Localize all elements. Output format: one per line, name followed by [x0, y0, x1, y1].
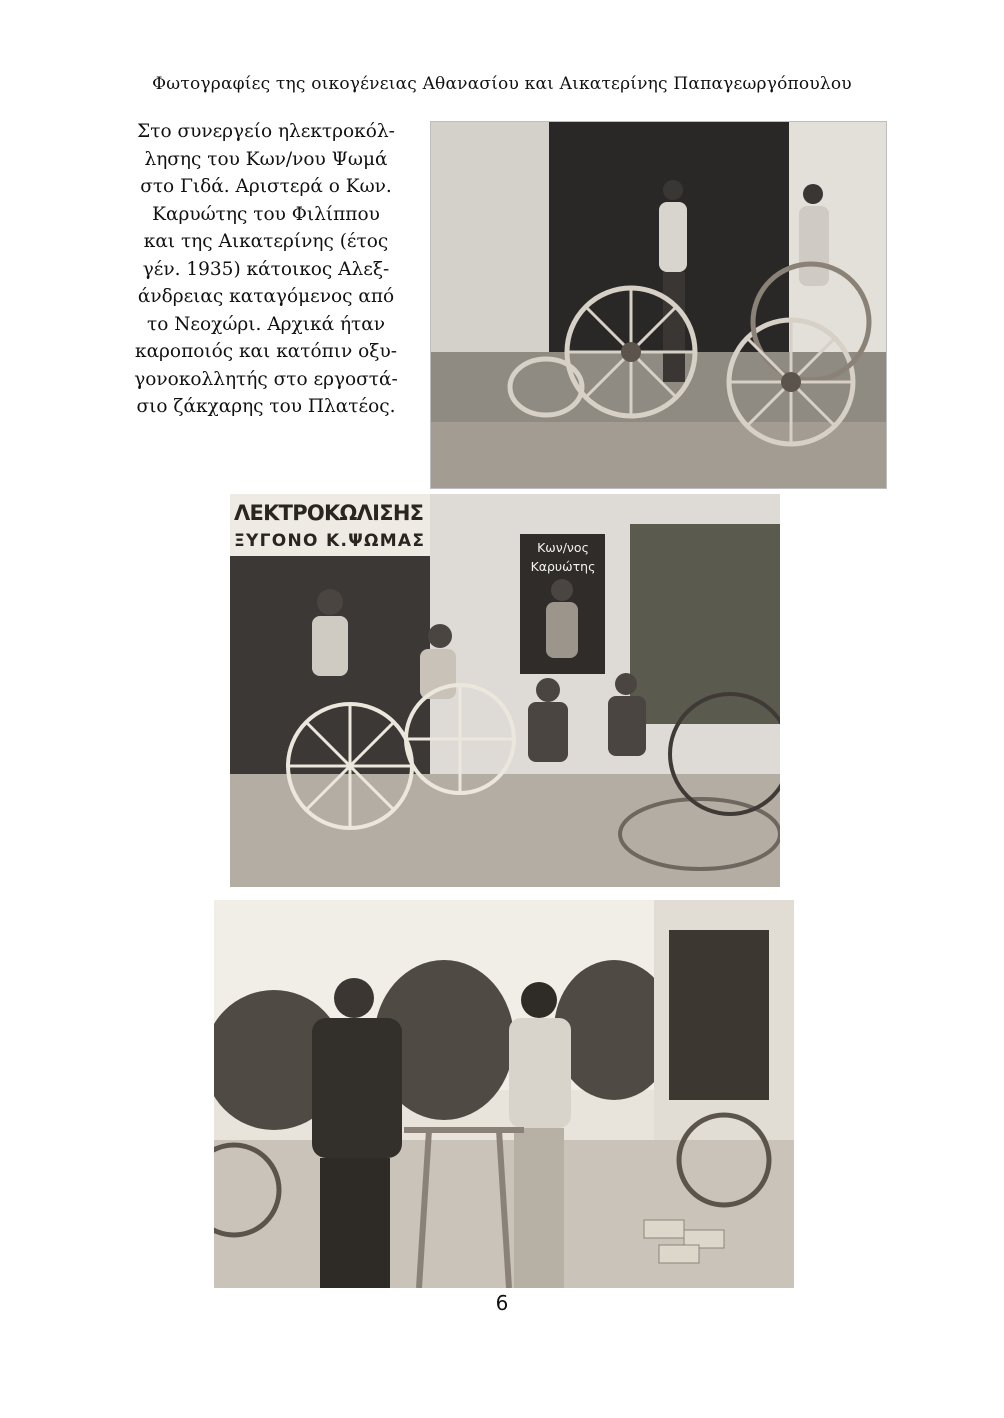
caption-line: γέν. 1935) κάτοικος Αλεξ- — [142, 258, 390, 280]
photo-two-men-workbench — [214, 900, 794, 1288]
caption-line: το Νεοχώρι. Αρχικά ήταν — [146, 313, 386, 335]
person-label — [524, 538, 602, 576]
photo-workshop-facade — [230, 494, 780, 887]
caption-line: σιο ζάκχαρης του Πλατέος. — [136, 396, 396, 417]
caption-line: άνδρειας καταγόμενος από — [137, 286, 395, 307]
caption-line: λησης του Κων/νου Ψωμά — [144, 148, 388, 170]
photo-caption — [112, 118, 420, 421]
caption-line: Στο συνεργείο ηλεκτροκόλ- — [137, 121, 395, 142]
page-header: Φωτογραφίες της οικογένειας Αθανασίου και Αικατερίνης Παπαγεωργόπουλου — [152, 74, 852, 94]
sign-line-1: ΛΕΚΤΡΟΚΩΛΙΣΗΣ — [234, 501, 424, 525]
person-label-line-1: Κων/νος — [537, 540, 589, 555]
page-number: 6 — [495, 1291, 509, 1315]
caption-line: γονοκολλητής στο εργοστά- — [134, 368, 398, 390]
photo-workshop-wheels — [430, 121, 887, 489]
caption-line: και της Αικατερίνης (έτος — [143, 231, 389, 252]
caption-line: στο Γιδά. Αριστερά ο Κων. — [140, 176, 392, 197]
caption-line: Καρυώτης του Φιλίππου — [152, 203, 380, 225]
person-label-line-2: Καρυώτης — [530, 559, 596, 574]
sign-line-2: ΞΥΓΟΝΟ Κ.ΨΩΜΑΣ — [234, 531, 424, 551]
caption-line: καροποιός και κατόπιν οξυ- — [135, 341, 397, 362]
